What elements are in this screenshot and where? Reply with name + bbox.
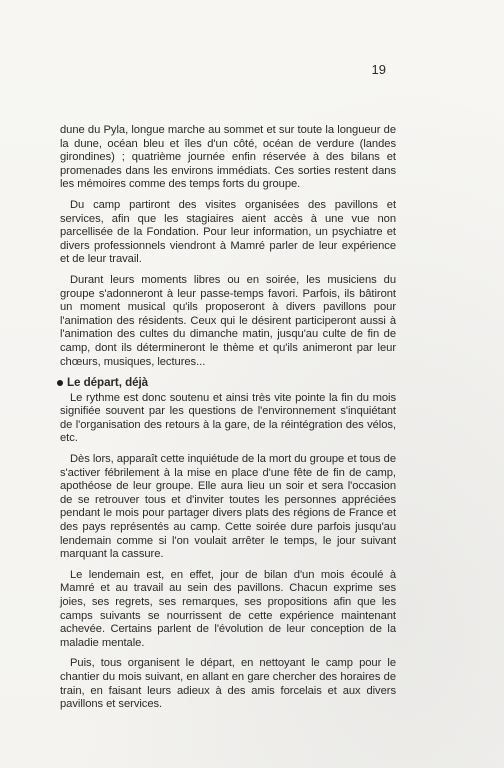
paragraph-musicians: Durant leurs moments libres ou en soirée, les musiciens du groupe s'adonneront à leur passe-temps favori. Parfois, ils bâtiront un moment musical qu'ils proposeront à divers pavillons pour l'animation des résidents. Ceux qui le désirent participeront aussi à l'animation des cultes du dimanche matin, jusqu'au culte de fin de camp, dont ils détermineront le thème et qu'ils animeront par leur chœurs, musiques, lectures...	[60, 273, 396, 368]
bullet-icon	[57, 380, 63, 386]
paragraph-continuation: dune du Pyla, longue marche au sommet et sur toute la longueur de la dune, océan bleu et îles d'un côté, océan de verdure (landes girondines) ; quatrième journée enfin réservée à des bilans et promenades dans les environs immédiats. Ces sorties restent dans les mémoires comme des temps forts du groupe.	[60, 124, 396, 191]
body-text	[60, 124, 396, 719]
paragraph-party: Dès lors, apparaît cette inquiétude de la mort du groupe et tous de s'activer fébrilement à la mise en place d'une fête de fin de camp, apothéose de leur groupe. Elle aura lieu un soir et sera l'occasion de se retrouver tous et d'inviter toutes les personnes appréciées pendant le mois pour partager divers plats des régions de France et des pays représentés au camp. Cette soirée dure parfois jusqu'au lendemain comme si l'on voulait arrêter le temps, le jour suivant marquant la cassure.	[60, 453, 396, 561]
paragraph-review: Le lendemain est, en effet, jour de bilan d'un mois écoulé à Mamré et au travail au sein des pavillons. Chacun exprime ses joies, ses regrets, ses remarques, ses propositions afin que les camps suivants se nourrissent de cette expérience maintenant achevée. Certains parlent de l'évolution de leur conception de la maladie mentale.	[60, 568, 396, 649]
paragraph-departure: Puis, tous organisent le départ, en nettoyant le camp pour le chantier du mois suivant, en allant en gare chercher des horaires de train, en faisant leurs adieux à des amis forcelais et aux divers pavillons et services.	[60, 657, 396, 711]
paragraph-visits: Du camp partiront des visites organisées des pavillons et services, afin que les stagiaires aient accès à une vue non parcellisée de la Fondation. Pour leur information, un psychiatre et divers professionnels viendront à Mamré parler de leur expérience et de leur travail.	[60, 198, 396, 266]
section-heading-text: Le départ, déjà	[67, 376, 149, 390]
page-number: 19	[371, 62, 386, 77]
section-heading	[57, 376, 396, 390]
paragraph-rhythm: Le rythme est donc soutenu et ainsi très vite pointe la fin du mois signifiée souvent par les questions de l'environnement s'inquiétant de l'organisation des retours à la gare, de la réintégration des vélos, etc.	[60, 391, 396, 445]
